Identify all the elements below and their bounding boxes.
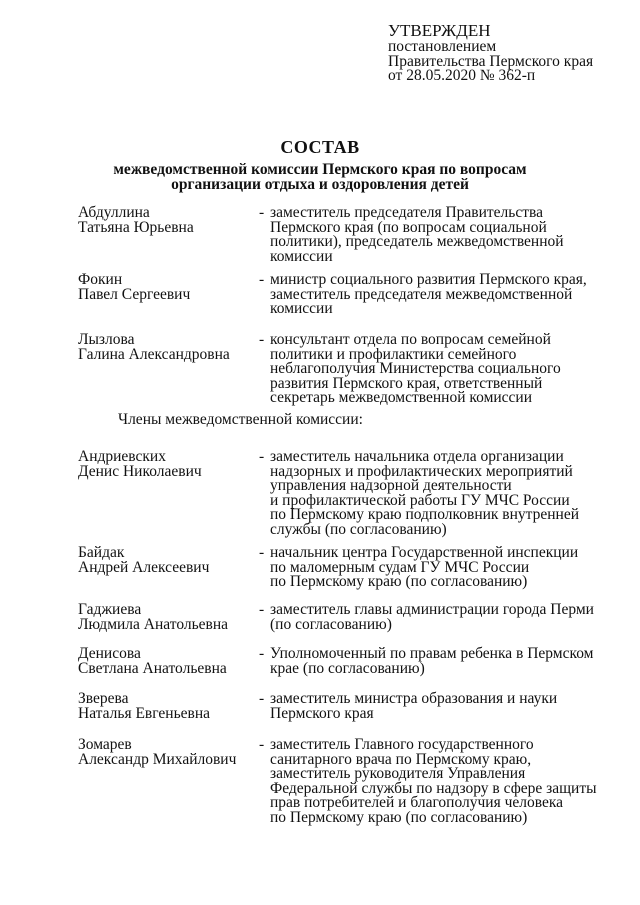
position-line: Уполномоченный по правам ребенка в Пермском bbox=[270, 645, 594, 662]
member-position bbox=[270, 546, 640, 590]
member-position bbox=[270, 333, 640, 406]
member-surname: Гаджиева bbox=[78, 601, 142, 618]
approval-stamp bbox=[388, 22, 633, 84]
position-line: политики и профилактики семейного bbox=[270, 345, 517, 363]
position-line: комиссии bbox=[270, 247, 333, 265]
members-label: Члены межведомственной комиссии: bbox=[118, 411, 363, 428]
position-line: Пермского края (по вопросам социальной bbox=[270, 218, 547, 236]
document-subtitle-line-1: межведомственной комиссии Пермского края по вопросам bbox=[113, 161, 527, 178]
position-line: начальник центра Государственной инспекции bbox=[270, 544, 579, 561]
member-given-name: Александр Михайлович bbox=[78, 750, 237, 768]
member-name bbox=[78, 333, 258, 362]
member-position bbox=[270, 273, 640, 317]
position-line: министр социального развития Пермского края, bbox=[270, 271, 587, 288]
approval-line-2: Правительства Пермского края bbox=[388, 52, 594, 70]
position-line: по Пермскому краю подполковник внутренней bbox=[270, 506, 580, 523]
position-line: Пермского края bbox=[270, 704, 374, 722]
position-line: политики), председатель межведомственной bbox=[270, 233, 564, 250]
member-position bbox=[270, 692, 640, 721]
position-line: заместитель председателя Правительства bbox=[270, 204, 544, 221]
dash: - bbox=[259, 544, 265, 561]
position-line: прав потребителей и благополучия человека bbox=[270, 794, 564, 811]
position-line: развития Пермского края, ответственный bbox=[270, 374, 543, 392]
member-given-name: Наталья Евгеньевна bbox=[78, 704, 211, 722]
member-name bbox=[78, 603, 258, 632]
position-line: комиссии bbox=[270, 300, 333, 317]
member-given-name: Андрей Алексеевич bbox=[78, 558, 210, 576]
member-given-name: Денис Николаевич bbox=[78, 462, 202, 480]
member-surname: Андриевских bbox=[78, 448, 166, 465]
document-title: СОСТАВ bbox=[280, 137, 360, 157]
member-name bbox=[78, 450, 258, 479]
position-line: службы (по согласованию) bbox=[270, 520, 447, 538]
member-surname: Лызлова bbox=[78, 331, 135, 348]
position-line: заместитель главы администрации города Перми bbox=[270, 601, 594, 618]
position-line: по маломерным судам ГУ МЧС России bbox=[270, 558, 530, 576]
dash: - bbox=[259, 331, 265, 348]
member-name bbox=[78, 738, 258, 767]
position-line: и профилактической работы ГУ МЧС России bbox=[270, 491, 570, 509]
member-given-name: Людмила Анатольевна bbox=[78, 615, 229, 633]
member-name bbox=[78, 647, 258, 676]
position-line: заместитель руководителя Управления bbox=[270, 765, 526, 782]
position-line: по Пермскому краю (по согласованию) bbox=[270, 573, 528, 590]
member-surname: Фокин bbox=[78, 271, 123, 288]
position-line: Федеральной службы по надзору в сфере защиты bbox=[270, 779, 597, 797]
member-given-name: Галина Александровна bbox=[78, 345, 230, 363]
position-line: санитарного врача по Пермскому краю, bbox=[270, 750, 532, 768]
approval-line-3: от 28.05.2020 № 362-п bbox=[388, 67, 536, 84]
member-position bbox=[270, 603, 640, 632]
position-line: заместитель министра образования и науки bbox=[270, 690, 558, 707]
position-line: заместитель Главного государственного bbox=[270, 736, 534, 753]
member-surname: Зомарев bbox=[78, 736, 132, 753]
member-given-name: Павел Сергеевич bbox=[78, 285, 191, 303]
dash: - bbox=[259, 448, 265, 465]
position-line: управления надзорной деятельности bbox=[270, 477, 512, 494]
member-surname: Денисова bbox=[78, 645, 141, 662]
member-position bbox=[270, 206, 640, 264]
member-surname: Зверева bbox=[78, 690, 129, 707]
position-line: заместитель председателя межведомственной bbox=[270, 285, 573, 303]
member-name bbox=[78, 546, 258, 575]
approval-word: УТВЕРЖДЕН bbox=[388, 21, 491, 40]
member-name bbox=[78, 692, 258, 721]
document-subtitle-line-2: организации отдыха и оздоровления детей bbox=[171, 175, 469, 193]
approval-line-1: постановлением bbox=[388, 38, 497, 55]
member-position bbox=[270, 647, 640, 676]
member-given-name: Татьяна Юрьевна bbox=[78, 218, 194, 236]
dash: - bbox=[259, 645, 265, 662]
dash: - bbox=[259, 736, 265, 753]
position-line: консультант отдела по вопросам семейной bbox=[270, 331, 551, 348]
member-surname: Байдак bbox=[78, 544, 125, 561]
dash: - bbox=[259, 204, 265, 221]
dash: - bbox=[259, 601, 265, 618]
dash: - bbox=[259, 690, 265, 707]
document-heading bbox=[0, 137, 640, 192]
member-name bbox=[78, 206, 258, 235]
position-line: по Пермскому краю (по согласованию) bbox=[270, 808, 528, 826]
position-line: секретарь межведомственной комиссии bbox=[270, 389, 533, 406]
member-surname: Абдуллина bbox=[78, 204, 150, 221]
member-given-name: Светлана Анатольевна bbox=[78, 659, 227, 677]
position-line: крае (по согласованию) bbox=[270, 659, 425, 677]
member-position bbox=[270, 450, 640, 537]
dash: - bbox=[259, 271, 265, 288]
position-line: заместитель начальника отдела организации bbox=[270, 448, 564, 465]
position-line: неблагополучия Министерства социального bbox=[270, 360, 561, 377]
position-line: (по согласованию) bbox=[270, 615, 392, 633]
position-line: надзорных и профилактических мероприятий bbox=[270, 462, 573, 480]
member-name bbox=[78, 273, 258, 302]
member-position bbox=[270, 738, 640, 825]
